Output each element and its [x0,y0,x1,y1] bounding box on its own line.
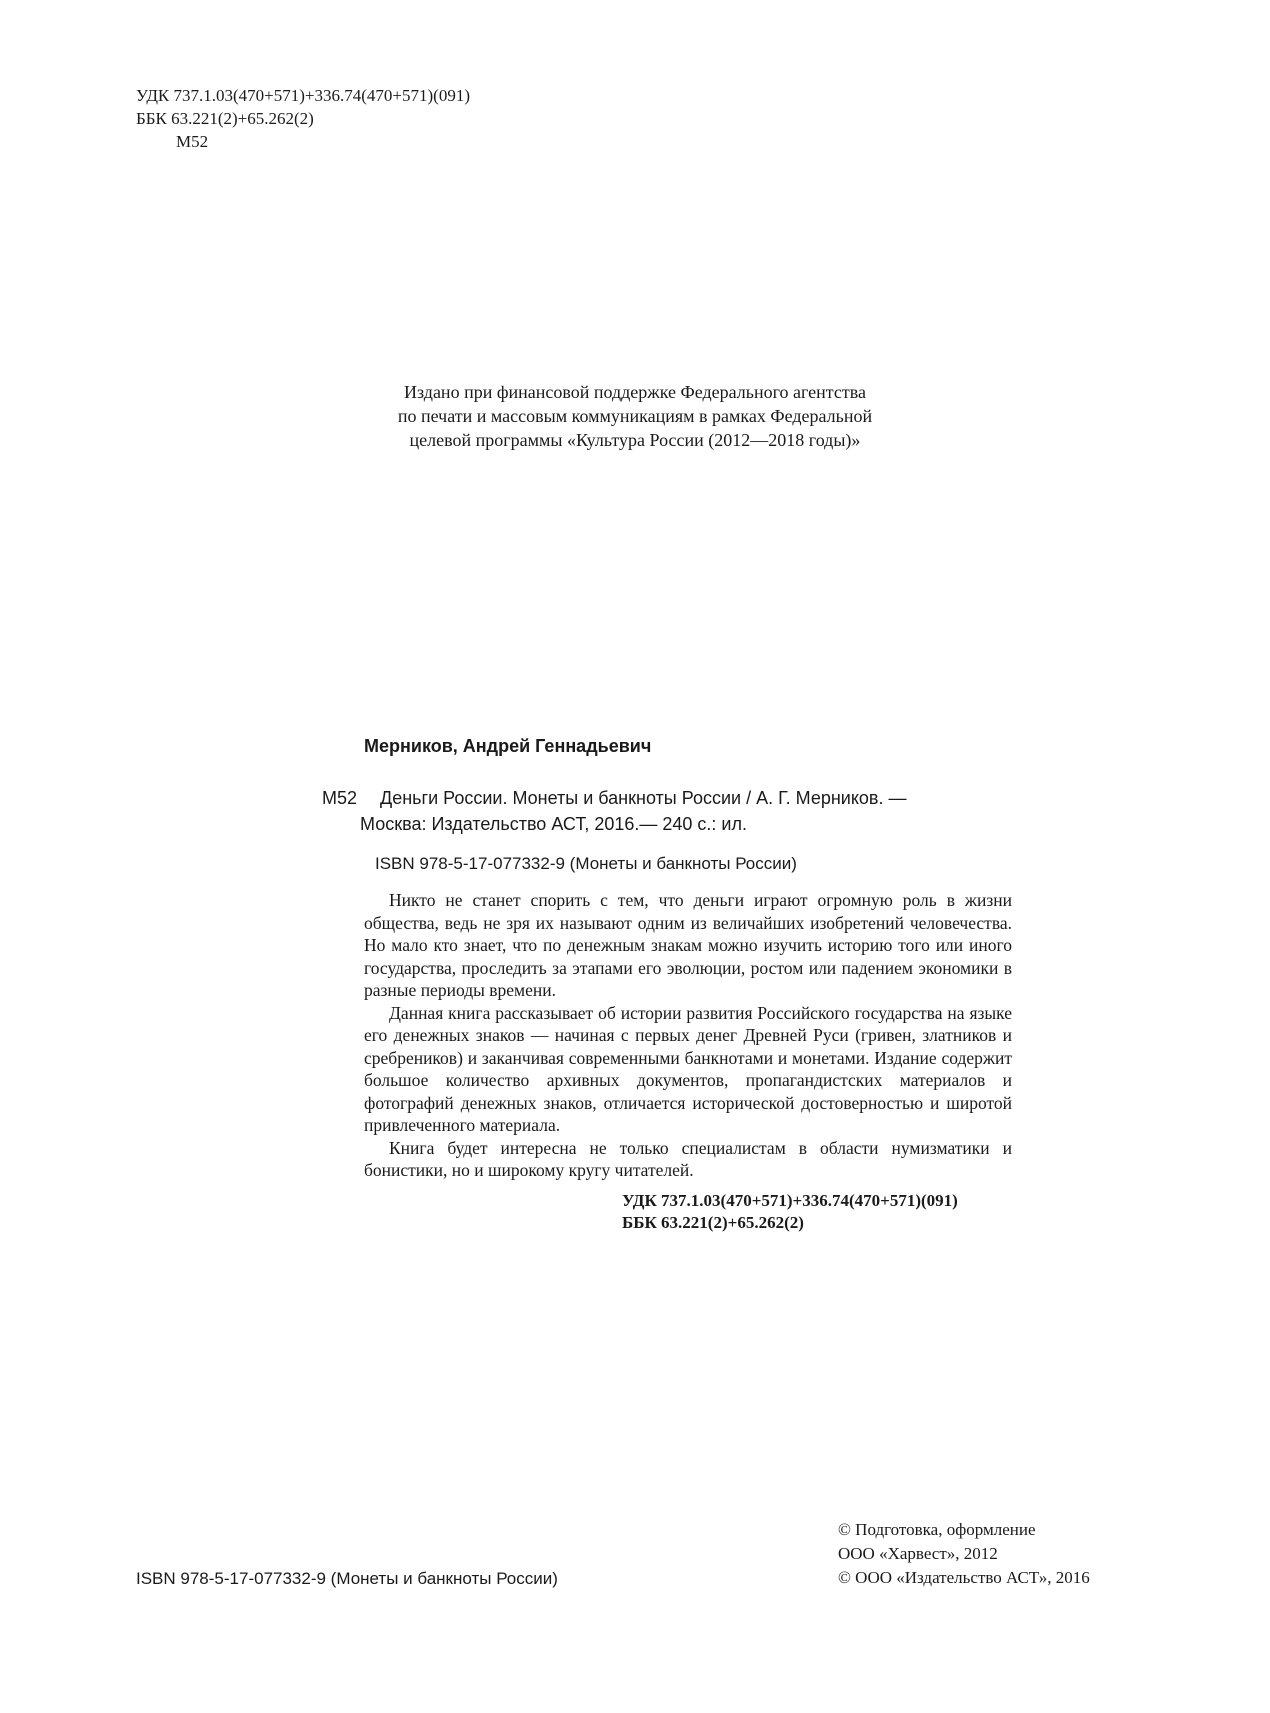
card-code: М52 [322,788,358,808]
card-title-line: Деньги России. Монеты и банкноты России / А. Г. Мерников. — [380,788,907,808]
udk-code: УДК 737.1.03(470+571)+336.74(470+571)(091) [136,86,470,105]
card-publication-line: Москва: Издательство АСТ, 2016.— 240 с.: ил. [360,814,747,834]
grant-line: по печати и массовым коммуникациям в рамках Федеральной [397,406,873,426]
grant-notice [330,380,940,452]
abstract [364,889,1012,1182]
grant-line: целевой программы «Культура России (2012—2018 годы)» [409,430,861,450]
udk-code: УДК 737.1.03(470+571)+336.74(470+571)(091) [622,1191,958,1210]
abstract-paragraph: Никто не станет спорить с тем, что деньги играют огромную роль в жизни общества, ведь не зря их называют одним из величайших изобретений человечества. Но мало кто знает, что по денежным знакам можно изучить историю того или иного государства, проследить за этапами его эволюции, ростом или падением экономики в разные периоды времени. [364,890,1012,1000]
bbk-code: ББК 63.221(2)+65.262(2) [622,1213,804,1232]
card-isbn: ISBN 978-5-17-077332-9 (Монеты и банкноты России) [375,854,797,873]
top-classification-codes [136,84,470,153]
copyright-line: © Подготовка, оформление [838,1520,1036,1539]
isbn-bottom: ISBN 978-5-17-077332-9 (Монеты и банкноты России) [136,1569,558,1588]
copyright-line: © ООО «Издательство АСТ», 2016 [838,1568,1090,1587]
bottom-classification-codes [622,1190,958,1234]
copyright-line: ООО «Харвест», 2012 [838,1544,998,1563]
author-sign: М52 [176,132,209,151]
card-author: Мерников, Андрей Геннадьевич [364,736,652,756]
grant-line: Издано при финансовой поддержке Федерального агентства [404,382,866,402]
copyright-block [838,1518,1090,1590]
abstract-paragraph: Данная книга рассказывает об истории развития Российского государства на языке его денежных знаков — начиная с первых денег Древней Руси (гривен, златников и сребреников) и заканчивая современными банкнотами и монетами. Издание содержит большое количество архивных документов, пропагандистских материалов и фотографий денежных знаков, отличается исторической достоверностью и широтой привлеченного материала. [364,1002,1012,1135]
abstract-paragraph: Книга будет интересна не только специалистам в области нумизматики и бонистики, но и широкому кругу читателей. [364,1137,1012,1180]
bbk-code: ББК 63.221(2)+65.262(2) [136,109,314,128]
